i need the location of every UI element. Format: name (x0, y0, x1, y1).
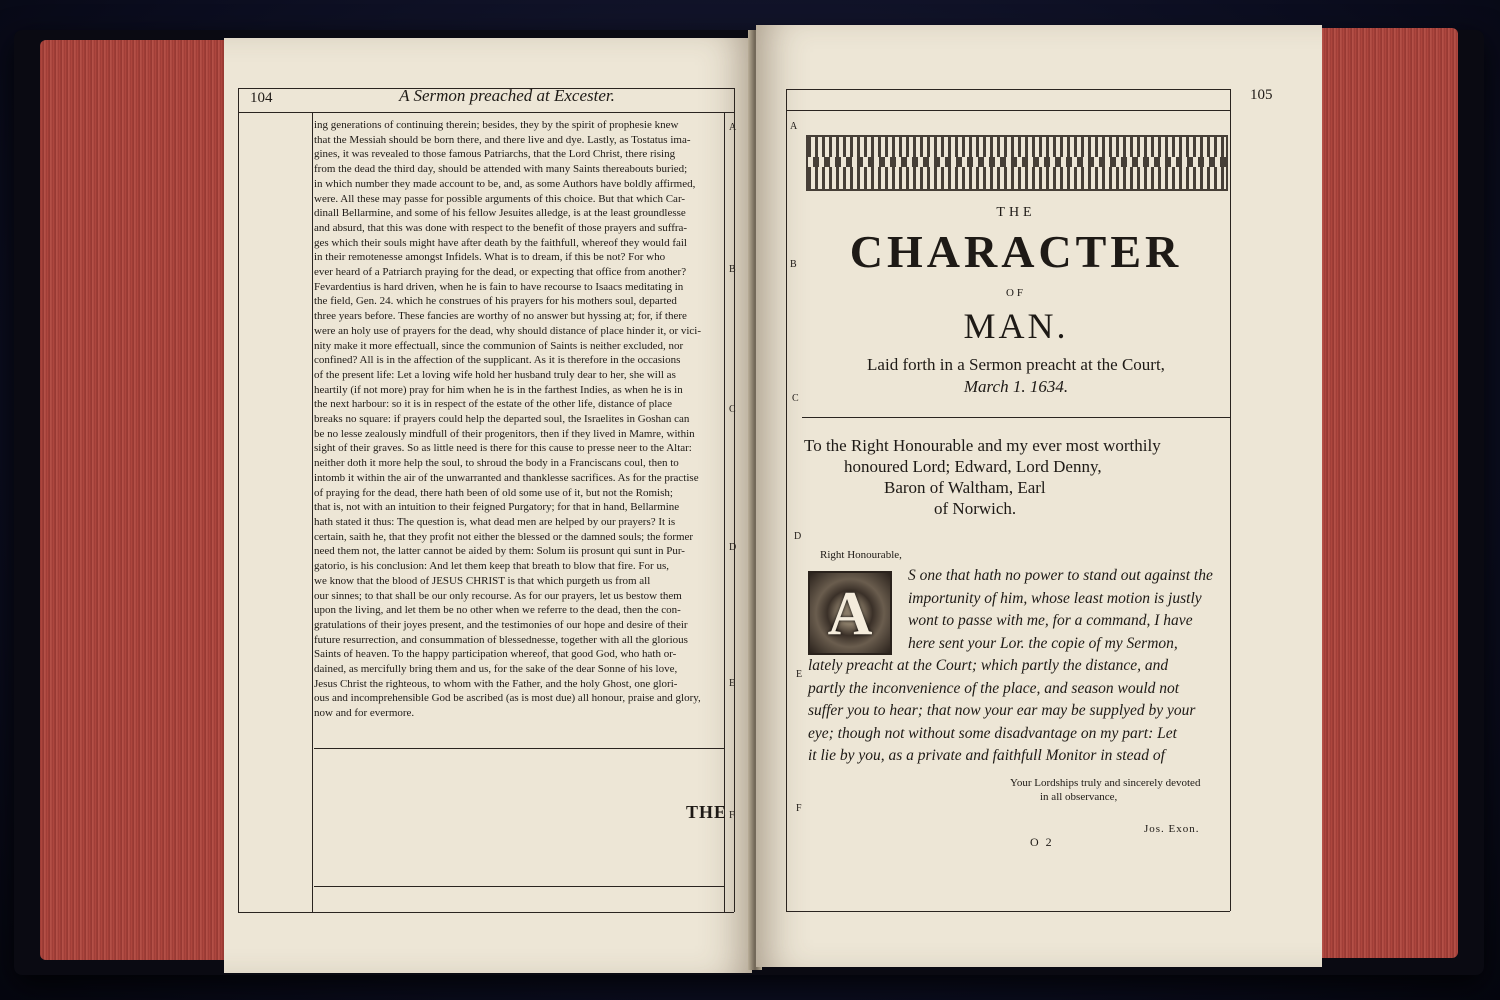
margin-letter: C (792, 393, 799, 404)
letter-line: lately preacht at the Court; which partly the distance, and (808, 657, 1169, 674)
text-line: ever heard of a Patriarch praying for the dead, or expecting that office from another? (314, 266, 687, 279)
text-line: need them not, the latter cannot be aided by them: Solum iis prosunt qui sunt in Pur- (314, 545, 685, 558)
text-line: Jesus Christ the righteous, to whom with the Father, and the holy Ghost, one glori- (314, 677, 678, 690)
text-line: that the Messiah should be born there, and there live and dye. Lastly, as Tostatus ima- (314, 133, 691, 146)
page-edges-right (1318, 28, 1458, 958)
text-line: Fevardentius is hard driven, when he is fain to have recourse to Isaacs meditating in (314, 280, 684, 293)
text-line: the field, Gen. 24. which he construes of his prayers for his mothers soul, departed (314, 295, 677, 308)
title-of: OF (1005, 287, 1027, 299)
frame-rule (314, 748, 724, 749)
letter-line: it lie by you, as a private and faithfull Monitor in stead of (808, 747, 1165, 764)
text-line: we know that the blood of JESUS CHRIST is that which purgeth us from all (314, 574, 651, 587)
text-line: our sinnes; to that shall be our only recourse. As for our prayers, let us bestow them (314, 589, 682, 602)
text-line: sight of their graves. So as little need is there for this cause to presse neer to the Altar: (314, 442, 692, 455)
text-line: now and for evermore. (314, 707, 415, 720)
text-line: hath stated it thus: The question is, what dead men are helped by our prayers? It is (314, 515, 676, 528)
frame-rule (734, 88, 735, 912)
drop-cap-letter: A (827, 580, 873, 648)
title-main: CHARACTER (849, 226, 1183, 277)
frame-rule (314, 886, 724, 887)
letter-line: here sent your Lor. the copie of my Sermon, (908, 634, 1178, 652)
text-line: three years before. These fancies are worthy of no answer but hyssing at; for, if there (314, 310, 687, 323)
text-line: dinall Bellarmine, and some of his fellow Jesuites alledge, is at the least groundlesse (314, 207, 686, 220)
text-line: the next harbour: so it is in respect of the estate of the other life, distance of place (314, 398, 672, 411)
letter-line: importunity of him, whose least motion is justly (908, 589, 1202, 607)
sermon-date: March 1. 1634. (963, 377, 1069, 396)
text-line: confined? All is in the affection of the supplicant. As it is therefore in the occasions (314, 354, 681, 367)
letter-line: partly the inconvenience of the place, and season would not (808, 679, 1180, 697)
text-line: ing generations of continuing therein; besides, they by the spirit of prophesie knew (314, 119, 679, 131)
closing-line: Your Lordships truly and sincerely devoted (1010, 777, 1201, 789)
signature-mark: O 2 (1030, 835, 1054, 849)
closing-line: in all observance, (1040, 791, 1118, 803)
text-line: be no lesse zealously mindfull of their progenitors, then if they lived in Mamre, within (314, 427, 695, 440)
margin-letter: B (729, 264, 736, 275)
text-line: breaks no square: if prayers could help the departed soul, the Israelites in Goshan can (314, 413, 690, 426)
frame-rule (238, 912, 734, 913)
text-line: in which number they made account to be, and, as some Authors have boldly affirmed, (314, 177, 696, 190)
ornament-band (806, 135, 1228, 191)
text-line: neither doth it more help the soul, to shroud the body in a Franciscans coul, then to (314, 457, 679, 470)
text-line: future resurrection, and consummation of blessednesse, together with all the glorious (314, 633, 688, 646)
frame-rule (786, 89, 1230, 90)
text-line: nity make it more effectuall, since the communion of Saints is neither excluded, nor (314, 339, 684, 352)
margin-letter: F (796, 803, 802, 814)
text-line: that is, not with an intuition to their feigned Purgatory; for that in hand, Bellarmine (314, 501, 680, 514)
page-number: 104 (250, 90, 273, 106)
margin-letter: A (729, 122, 737, 133)
page-number: 105 (1250, 87, 1273, 103)
margin-letter: C (729, 404, 736, 415)
dedicatory-letter (808, 565, 1228, 768)
text-line: Saints of heaven. To the happy participation whereof, that good God, who hath or- (314, 648, 677, 661)
text-line: intomb it within the air of the unwarranted and thanklesse sacrifices. As for the practise (314, 471, 699, 484)
text-line: gines, it was revealed to those famous Patriarchs, that the Lord Christ, there rising (314, 148, 676, 161)
margin-letter: E (729, 678, 736, 689)
frame-rule (802, 417, 1230, 418)
text-line: and absurd, that this was done with respect to the benefit of those prayers and suffra- (314, 221, 688, 234)
running-head: A Sermon preached at Excester. (399, 86, 615, 105)
text-line: of praying for the dead, there hath been of old some use of it, but not the Romish; (314, 486, 673, 499)
margin-letter: D (794, 531, 802, 542)
text-line: from the dead the third day, should be attended with many Saints thereabouts buried; (314, 163, 688, 176)
dedication-line: Baron of Waltham, Earl (884, 478, 1046, 497)
text-line: certain, saith he, that they profit not either the blessed or the damned souls; the former (314, 530, 694, 543)
dedication-line: honoured Lord; Edward, Lord Denny, (844, 457, 1102, 476)
page-edges-left (40, 40, 226, 960)
margin-letter: D (729, 542, 737, 553)
right-page (756, 25, 1322, 967)
letter-line: S one that hath no power to stand out against the (908, 567, 1213, 584)
text-line: gratulations of their joyes present, and the testimonies of our hope and desire of their (314, 618, 688, 631)
title-man: MAN. (963, 306, 1069, 346)
text-line: were an holy use of prayers for the dead, why should distance of place hinder it, or vici- (314, 324, 702, 337)
left-page (224, 38, 752, 973)
margin-letter: F (729, 810, 735, 821)
frame-rule (786, 89, 787, 911)
catchword: THE (686, 802, 728, 822)
text-line: gatorio, is his conclusion: And let them keep that breath to blow that fire. For us, (314, 560, 669, 573)
letter-line: wont to passe with me, for a command, I have (908, 612, 1193, 629)
text-line: ous and incomprehensible God be ascribed (as is most due) all honour, praise and glory, (314, 692, 701, 705)
text-line: dained, as mercifully bring them and us, for the sake of the dear Sonne of his love, (314, 663, 678, 676)
letter-line: eye; though not without some disadvantage on my part: Let (808, 724, 1177, 742)
frame-rule (312, 112, 313, 912)
margin-letter: A (790, 121, 798, 132)
margin-letter: E (796, 669, 803, 680)
text-line: ges which their souls might have after death by the faithfull, whereof they would fail (314, 236, 687, 249)
letter-line: suffer you to hear; that now your ear may be supplyed by your (808, 702, 1196, 719)
text-line: of the present life: Let a loving wife hold her husband truly dear to her, she will as (314, 368, 676, 381)
signature: Jos. Exon. (1144, 823, 1200, 835)
frame-rule (238, 88, 239, 912)
margin-letter: B (790, 259, 797, 270)
frame-rule (786, 110, 1230, 111)
text-line: were. All these may passe for possible arguments of this choice. But that which Car- (314, 192, 686, 205)
text-line: heartily (if not more) pray for him when he is in the farthest Indies, as when he is in (314, 383, 683, 396)
sermon-text (314, 118, 726, 721)
frame-rule (786, 911, 1230, 912)
subtitle: Laid forth in a Sermon preacht at the Court, (867, 355, 1165, 374)
dedication (804, 435, 1234, 519)
text-line: in their remotenesse amongst Infidels. What is to dream, if this be not? For who (314, 251, 666, 264)
salutation: Right Honourable, (820, 549, 902, 561)
title-the: THE (996, 205, 1036, 220)
dedication-line: To the Right Honourable and my ever most worthily (804, 436, 1161, 455)
text-line: upon the living, and let them be no other when we referre to the dead, then the con- (314, 604, 681, 617)
dedication-line: of Norwich. (934, 499, 1017, 518)
